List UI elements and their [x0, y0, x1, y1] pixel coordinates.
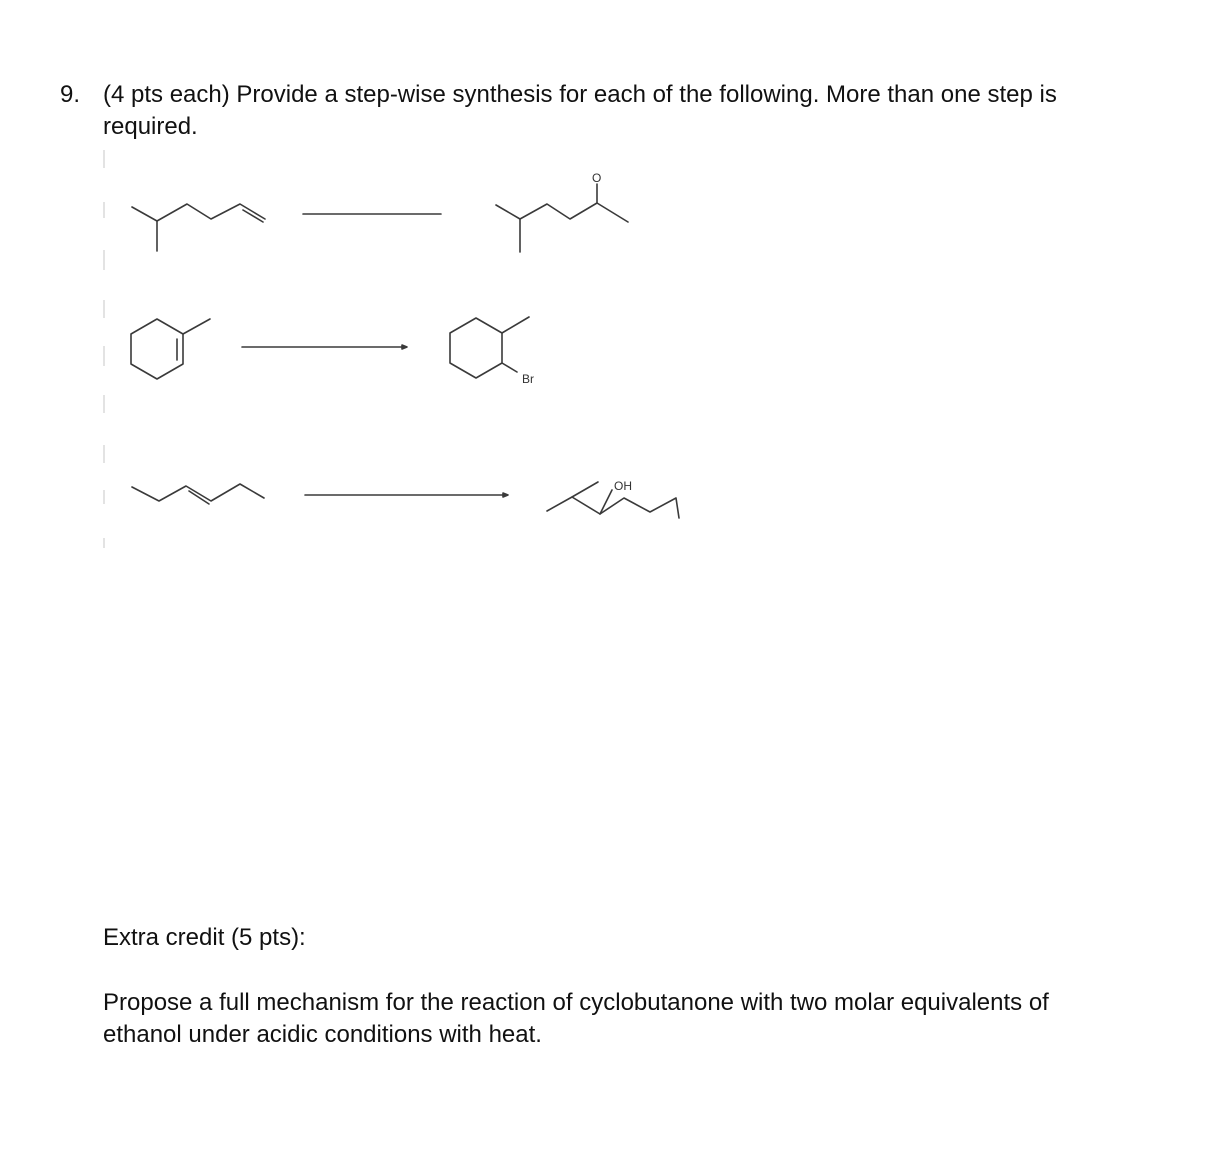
bromine-label: Br — [522, 372, 534, 386]
reaction-3-arrow — [305, 493, 508, 497]
reaction-2-starting-material — [131, 319, 210, 379]
reaction-2-product — [450, 317, 529, 378]
question-number: 9. — [60, 81, 81, 108]
reaction-1-starting-material — [132, 204, 265, 251]
extra-credit-prompt: Propose a full mechanism for the reaction of cyclobutanone with two molar equivalents of ethanol under acidic conditions with heat. — [103, 989, 1049, 1048]
extra-credit-heading: Extra credit (5 pts): — [103, 924, 306, 951]
reaction-2-arrow — [242, 345, 407, 349]
reaction-3-product — [547, 482, 679, 518]
carbonyl-oxygen-label: O — [592, 171, 602, 185]
reaction-1-product — [496, 184, 628, 252]
hydroxyl-label: OH — [614, 479, 632, 493]
reaction-3-starting-material — [132, 484, 264, 504]
question-prompt: (4 pts each) Provide a step-wise synthesis for each of the following. More than one step is required. — [103, 81, 1057, 140]
